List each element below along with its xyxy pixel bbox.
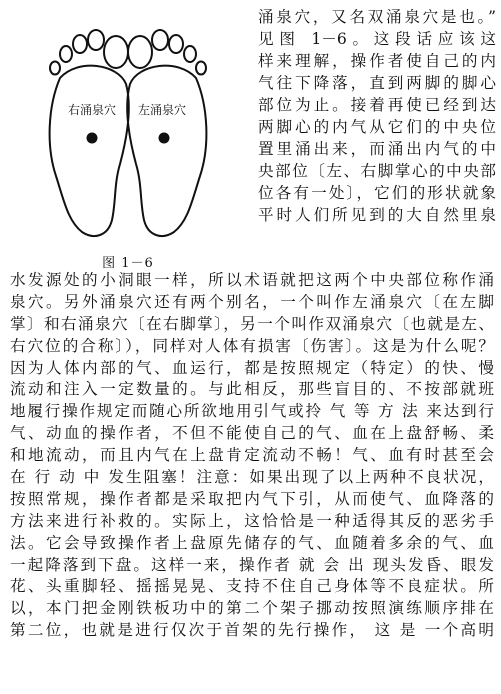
text-line: 按照常规，操作者都是采取把内气下引，从而使气、血降落的 [10,489,494,508]
text-line: 气往下降落，直到两脚的脚心 [258,74,496,92]
figure-caption: 图 1－6 [102,256,154,271]
text-line: 右穴位的合称〕），同样对人体有损害〔伤害〕。这是为什么呢？ [10,336,494,355]
left-foot-label: 右涌泉穴 [68,103,117,117]
text-line: 气、动血的操作者，不但不能使自己的气、血在上盘舒畅、柔 [10,424,494,443]
text-line: 置里涌出来，而涌出内气的中 [258,140,496,158]
left-foot-outline [50,30,129,236]
text-line: 花、头重脚轻、摇摇晃晃、支持不住自己身体等不良症状。所 [10,577,494,596]
text-line: 以，本门把金刚铁板功中的第二个架子挪动按照演练顺序排在 [10,599,494,618]
text-line: 位各有一处〕，它们的形状就象 [258,184,496,202]
text-line: 央部位〔左、右脚掌心的中央部 [258,162,496,180]
figure-1-6 [8,6,248,276]
text-line: 方法来进行补救的。实际上，这恰恰是一种适得其反的恶劣手 [10,511,494,530]
right-acupoint-dot [159,133,170,144]
text-line: 和地流动，而且内气在上盘肯定流动不畅！气、血有时甚至会 [10,446,494,465]
text-line: 泉穴。另外涌泉穴还有两个别名，一个叫作左涌泉穴〔在左脚 [10,292,494,311]
body-text [10,270,494,642]
right-text-column [258,6,496,226]
text-line: 第二位，也就是进行仅次于首架的先行操作， 这 是 一个高明 [10,621,494,640]
text-line: 两脚心的内气从它们的中央位 [258,118,496,136]
text-line: 地履行操作规定而随心所欲地用引气或拎 气 等 方 法 来达到行 [10,402,494,421]
text-line: 水发源处的小洞眼一样，所以术语就把这两个中央部位称作涌 [10,271,494,289]
text-line: 见图 1－6。这段话应该这 [258,30,496,48]
text-line: 部位为止。接着再使已经到达 [258,96,496,114]
text-line: 平时人们所见到的大自然里泉 [258,206,496,224]
text-line: 样来理解，操作者使自己的内 [258,52,496,70]
right-foot-outline [127,30,206,236]
text-line: 一起降落到下盘。这样一来，操作者 就 会 出 现头发昏、眼发 [10,555,494,574]
right-foot-label: 左涌泉穴 [138,103,187,117]
text-line: 涌泉穴，又名双涌泉穴是也。” [258,8,496,26]
text-line: 掌〕和右涌泉穴〔在右脚掌〕，另一个叫作双涌泉穴〔也就是左、 [10,314,494,333]
feet-soles-illustration [8,6,248,246]
text-line: 法。它会导致操作者上盘原先储存的气、血随着多余的气、血 [10,533,494,552]
text-line: 流动和注入一定数量的。与此相反，那些盲目的、不按部就班 [10,380,494,399]
text-line: 在 行 动 中 发生阻塞！注意：如果出现了以上两种不良状况， [10,468,494,487]
text-line: 因为人体内部的气、血运行，都是按照规定（特定）的快、慢 [10,358,494,377]
left-acupoint-dot [87,133,98,144]
